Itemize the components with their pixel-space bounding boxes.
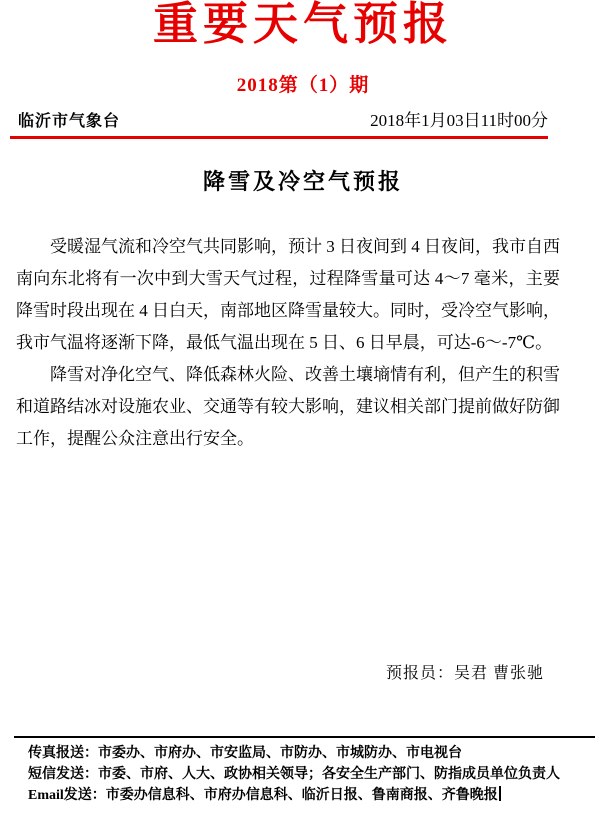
document-title: 降雪及冷空气预报 [202,169,403,194]
footer-distribution-list [28,743,588,806]
header-info-row [10,106,548,131]
body-line: 降雪对净化空气、降低森林火险、改善土壤墒情有利，但产生的积雪 [50,365,560,384]
masthead-title: 重要天气预报 [152,0,453,49]
body-line: 降雪时段出现在 4 日白天，南部地区降雪量较大。同时，受冷空气影响， [16,301,560,320]
body-line: 我市气温将逐渐下降，最低气温出现在 5 日、6 日早晨，可达-6～-7℃。 [16,333,553,352]
body-line: 工作，提醒公众注意出行安全。 [16,429,254,448]
body-text [16,231,560,455]
header-red-rule [10,136,548,139]
footer-rule [14,736,595,738]
text-cursor [499,786,501,801]
body-line: 受暖湿气流和冷空气共同影响，预计 3 日夜间到 4 日夜间，我市自西 [50,237,560,256]
footer-sms-line: 短信发送：市委、市府、人大、政协相关领导；各安全生产部门、防指成员单位负责人 [28,767,560,782]
footer-fax-line: 传真报送：市委办、市府办、市安监局、市防办、市城防办、市电视台 [28,746,462,761]
issue-datetime: 2018年1月03日11时00分 [370,111,548,130]
footer-email-line [28,785,588,806]
footer-email-text: Email发送：市委办信息科、市府办信息科、临沂日报、鲁南商报、齐鲁晚报 [28,788,498,803]
body-line: 南向东北将有一次中到大雪天气过程，过程降雪量可达 4～7 毫米，主要 [16,269,560,288]
issue-number: 2018第（1）期 [236,75,370,96]
forecaster-line: 预报员：吴君 曹张驰 [385,665,544,682]
body-line: 和道路结冰对设施农业、交通等有较大影响，建议相关部门提前做好防御 [16,397,560,416]
agency-name: 临沂市气象台 [18,113,121,130]
